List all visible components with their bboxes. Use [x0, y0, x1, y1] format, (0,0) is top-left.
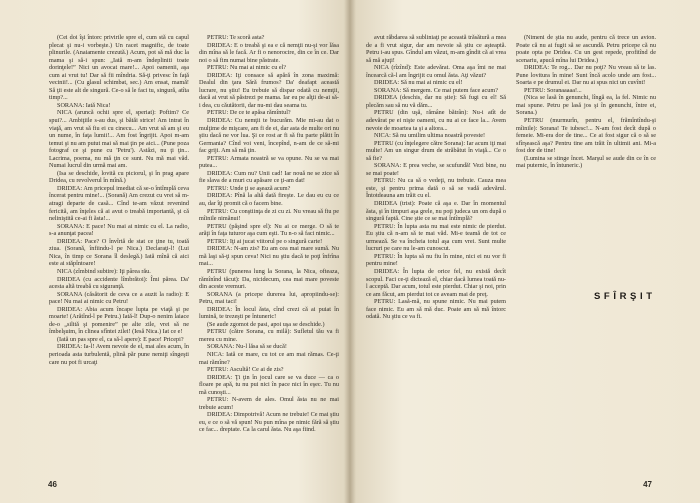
left-page-column-2 [199, 34, 339, 474]
text-paragraph: SORANA (a pricepe durerea lui, apropiindu-se): Petru, mai taci! [199, 290, 339, 306]
text-paragraph: SORANA: E pace! Nu mai ai nimic cu el. La radio, s-a anunţat pacea! [49, 222, 189, 238]
text-paragraph: PETRU: Nu ca să o vedeţi, nu trebuie. Cauza mea este, şi pentru prima dată o să se vadă adevărul. Întotdeauna am trăit cu el. [366, 177, 506, 200]
text-paragraph: DRIDEA: Iţi consace să apără în zona maximă: Dealul din ţara Sără frumos? Da' deafapt această lucrare, nu ştiu! Eu trebuie să dispar odată cu nemţii, dacă ai vrut să păstrezi pe mama. Iar eu pe alţii de-ai să-i dea, cu căutătorii, dar nu-mi dau seama tu. [199, 71, 339, 109]
text-paragraph: NICA: Să nu umilim ultima noastră poveste! [374, 132, 486, 140]
text-paragraph: DRIDEA: Dimpotrivă! Acum ne trebuie! Ce mai ştiu eu, e ce o să vă spun! Nu pun mîna pe nimic fără să ştiu ce fac... dreptate. Ca la carul ăsta. Nu aşa fiind. [199, 411, 339, 434]
text-paragraph: NICA (zîmbind subtire): Iţi pârea rău. [57, 267, 151, 275]
text-paragraph: DRIDEA: Pînă la altă dată fireşte. Le dau eu cu ce au, dar îţi promit că o facem bine. [199, 192, 339, 208]
text-paragraph: PETRU: Iţi ai jucat viitorul pe o singură carte! [207, 237, 323, 245]
text-paragraph: NICA: Iată ce mare, cu tot ce am mai rămas. Ce-ţi mai rămîne? [199, 350, 339, 366]
right-page [350, 0, 700, 503]
text-paragraph: PETRU: N-avem de ales. Omul ăsta nu ne mai trebuie acum! [199, 396, 339, 411]
text-paragraph: PETRU (murmurîn, pentru el, frămîntîndu-şi mîinile): Sorana! Te iubesc!... N-am fost decît după o femeie. Mi-era dor de tine... Ce ai fost sigur că o să se sfîrşească aşa? Pentru tine am trăit în ultimii ani. Mi-a fost dor de tine! [516, 117, 656, 155]
text-paragraph: (Nica se lasă în genunchi, lîngă ea, la fel. Nimic nu mai spune. Petru pe lasă jos şi în genunchi, între ei, Sorana.) [516, 94, 656, 117]
text-paragraph: (Nimeni de ştia nu aude, pentru că trece un avion. Poate că nu ai fugit să se ascundă. Petru pricepe că nu poate opta pe Dridea. Cu un gest repede, profitînd de scenariu, apucă mîna lui Dridea.) [516, 34, 656, 64]
right-page-column-1 [366, 34, 506, 474]
text-paragraph: DRIDEA: Ţi ţin în jocul care se va duce — ca o floare pe apă, tu nu pui nici în pace nici în eşec. Tu nu mă cunoşti... [199, 373, 339, 396]
text-paragraph: PETRU: Soranaaaaa!... [524, 86, 582, 94]
text-paragraph: (Iată un pas spre el, ca să-l apere): E pace! Pricepi? [57, 335, 184, 343]
text-paragraph: SORANA: E prea veche, se scufundă! Vezi bine, nu se mai poate! [366, 162, 506, 177]
text-paragraph: DRIDEA: Pace? O învîrtă de stat ce ţine tu, toată ziua. (Sorană, înfiindu-l pe Nica.) Declaraţi-l! (Lui Nica, în timp ce Sorana îl deslegă.) Iată mînă că aici este ai stăpîntoare! [49, 237, 189, 268]
text-paragraph: SORANA: Nu-l lăsa să se ducă! [207, 343, 287, 351]
text-paragraph: PETRU (păşind spre el): Nu ai ce merge. O să te arăţi în faţa tuturor aşa cum eşti. Tu n-o să faci nimic... [199, 222, 339, 238]
text-paragraph: PETRU: Te scoră asta? [207, 34, 265, 41]
text-paragraph: PETRU: În lupta să nu fiu în mine, nici ei nu vor fi pentru mine! [366, 252, 506, 268]
text-paragraph: (Cei doi îşi întorc privirile spre el, cum stă cu capul plecat şi nu-i vorbeşte.) Un racet magnific, de toate plinurile. (Anaiamente crezută.) Acum, pot să mă duc la mama şi să-i spun: „Iată m-am îndepliniti toate dorinţele!” Nici un avocat mare!... Apoi oamenii, aşa cum ai vrut tu! Dar să fii mîndria. Să-ţi privesc în faţă vecinii!... (Cu glasul schimbat, sec.) Am ensat, mamă! Să ţii este alt de singură. Ce-o să le faci tu, singură, atîta timp?... [49, 34, 189, 102]
book-gutter [344, 0, 356, 503]
text-paragraph: PETRU: Nu mai ai nimic cu el? [207, 64, 287, 72]
text-paragraph: avut răbdarea să subliniaţi pe această trăsătură a mea de a fi vrut sigur, dar am nevoie să ştiu ce aşteaptă. Petru i-au spus. Gîndul am văzut, m-am gîndit că ai vrea să mă ajuţi! [366, 34, 506, 64]
text-paragraph: PETRU (cu înţelegere către Sorana): Iar acum iţi mai multe! Am un singur drum de străbătut în viaţă... Ce o să fie? [366, 139, 506, 162]
text-paragraph: (Se aude zgomot de pasi, apoi uşa se deschide.) [207, 320, 325, 328]
text-paragraph: PETRU: Lasă-mă, nu spune nimic. Nu mai putem face nimic. Eu am să mă duc. Poate am să mă întorc odată. Nu ştiu ce va fi. [366, 298, 506, 321]
text-paragraph: (Lumina se stinge încet. Marşul se aude din ce în ce mai puternic, în întuneric.) [516, 154, 656, 170]
text-paragraph: PETRU: În lupta asta nu mai este nimic de pierdut. Eu ştiu că n-am să te mai văd. Mi-e teamă de tot ce urmează. Se va încheia totul aşa cum vrei. Sunt multe lucruri pe care nu le-am cunoscut. [366, 222, 506, 253]
text-paragraph: DRIDEA (deschis, dar nu știe): Să fugi cu el! Să plecăm sau să nu vă dăm... [366, 94, 506, 109]
text-paragraph: PETRU: Ascultă! Ce ai de zis? [207, 366, 284, 374]
text-paragraph: SORANA: Să mergem. Ce mai putem face acum? [374, 86, 498, 94]
text-paragraph: PETRU (către Sorana, cu milă): Sufletul tău va fi mereu cu mine. [199, 328, 339, 343]
text-paragraph: DRIDEA: Abia acum încape lupta pe viaţă şi pe moarte! (Arătînd-l pe Petru.) Iată-l! Dup-o nenim laiace de-o „silită şi pomenire” pe alte zile, vrei să ne îmbelşuim, în clinea sfîntei zilei! (Iesă Nica.) Iat ce e! [49, 305, 189, 336]
text-paragraph: DRIDEA: În lupta de orice fel, nu există decît scopul. Faci ce-ţi dictează el, chiar dacă lumea toată nu-l acceptă. Dar acum, totul este pierdut. Chiar şi noi, prin ce am făcut, am pierdut tot ce aveam mai de preţ. [366, 267, 506, 298]
text-paragraph: DRIDEA: În locul ăsta, cînd crezi că ai puiat în lumină, te trezeşti pe întuneric! [199, 305, 339, 321]
text-paragraph: PETRU: De ce te apăsa rămîntul? [207, 109, 291, 117]
text-paragraph: DRIDEA: Ia-l! Avem nevoie de el, mai ales acum, în perioada asta turbulentă, plină păr pune nemiţi sîngeşti care nu pot fi urcaţi [49, 343, 189, 366]
text-paragraph: PETRU (din uşă, rămâne bătrân): Nu-i atît de adevărat pe ei nişte oameni, cu nu ai ce face la... Avem nevoie de moartea ta şi a altora... [366, 109, 506, 132]
text-paragraph: SORANA: Iată Nica! [57, 101, 111, 109]
left-page-column-1 [49, 34, 189, 474]
text-paragraph: PETRU (punerea lung la Sorana, la Nica, ofteaza, rămînînd tăcut): Da, nicidecum, cea mai mare poveste din aceste vremuri. [199, 267, 339, 291]
text-paragraph: DRIDEA (trist): Poate că aşa e. Dar în momentul ăsta, şi în timpuri aşa grele, nu poţi judeca un om după o singură faptă. Cine ştie ce se mai întîmplă? [366, 200, 506, 223]
text-paragraph: DRIDEA (cu accidente lîmbrătoi): Îmi părea. Da' acesta altă treabă cu siguranţă. [49, 275, 189, 291]
text-paragraph: DRIDEA: E o treabă şi ea e că nemţii nu-şi vor lăsa din mîna să le facă. Ar fi o nenorocire, din ce în ce. Dar noi o să fim numai bine păstrate. [199, 41, 339, 64]
right-page-column-2 [516, 34, 656, 474]
text-paragraph: NICA (aruncă ochii spre el, speriat): Poftim? Ce spui?... Ambiţiile s-au dus, şi bătăi strice! Am intrat în viaţă, am vrut să fiu ei cu cinecu... Am vrut să am şi eu un nume, în faţa lumii!... Am fost îngrijit. Apoi m-am temut şi nu am putut mai să mai ţin pe aici... (Pune poza fotograf ce şi pune cu 'Petru'). Astăzi, nu ţi ţin... Lacrima, poema, nu mă ţin ce sunt. Nu mă mai văd. Numai lucrul din urmă mai am. [49, 109, 189, 170]
text-paragraph: PETRU: Unde ţi se aşează acum? [207, 184, 291, 192]
text-paragraph: PETRU: Cu conştiinţa de zi cu zi. Nu vreau să fiu pe mîinile nimănui! [199, 207, 339, 223]
text-paragraph: SORANA (căsătorit de ceva ce a auzit la radio): E pace! Nu mai ai nimic cu Petru! [49, 290, 189, 306]
end-title: SFÎRŞIT [594, 291, 656, 302]
text-paragraph: DRIDEA: Te rog... Dar nu poţi? Nu vreau să te las. Pune lovitura în mine! Sunt încă acolo unde am fost... Soarta e pe drumul ei. Dar nu ai spus nici un cuvînt! [516, 64, 656, 87]
text-paragraph: DRIDEA: Să nu mai ai nimic cu el! [374, 79, 463, 87]
text-paragraph: PETRU: Armata noastră se va opune. Nu se va mai putea... [199, 154, 339, 170]
text-paragraph: DRIDEA: N-am zis? Eu am cea mai mare sumă. Nu mă laşi să-ţi spun ceva! Nici nu ştiu dacă te poţi înfrîna mai... [199, 245, 339, 268]
text-paragraph: DRIDEA: Cu nemţii te bucurăm. Mie mi-au dat o mulţime de mişcare, am fi de ei, dar asta de multe ori nu ştiu dacă ne vor lua. Şi ce rost ar fi să fiu parte plătit în Germania? Cînd voi veni, începînd, n-am de ce să-mi fac griji. Am să mă ţin. [199, 117, 339, 155]
text-paragraph: (Isa se deschide, lovită cu piciorul, şi în prag apare Dridea, cu revolverul în mînă.) [49, 169, 189, 185]
text-paragraph: DRIDEA: Am pricepul imediat că se-o întîmplă ceva încerat pentru mine!... (Sorană) Am crezut cu vrei să m-atragi departe de casă... Cînd te-am văzut revenind fericită, am înţeles că ai avut o treabă importantă, şi că neliniştită ce-ai fi ăsta!... [49, 184, 189, 223]
page-number: 47 [643, 480, 652, 489]
text-paragraph: DRIDEA: Cum nu? Unii cad! Iar nouă ne se zice să fie slava de a muri cu apăsare ce ţi-am dat! [199, 169, 339, 185]
page-number: 46 [48, 480, 57, 489]
text-paragraph: NICA (rîzînd): Este adevărat. Oma aşa îmi ne mai încearcă că-l am îngrijit cu omul ăsta. Aţi văzut? [366, 64, 506, 79]
